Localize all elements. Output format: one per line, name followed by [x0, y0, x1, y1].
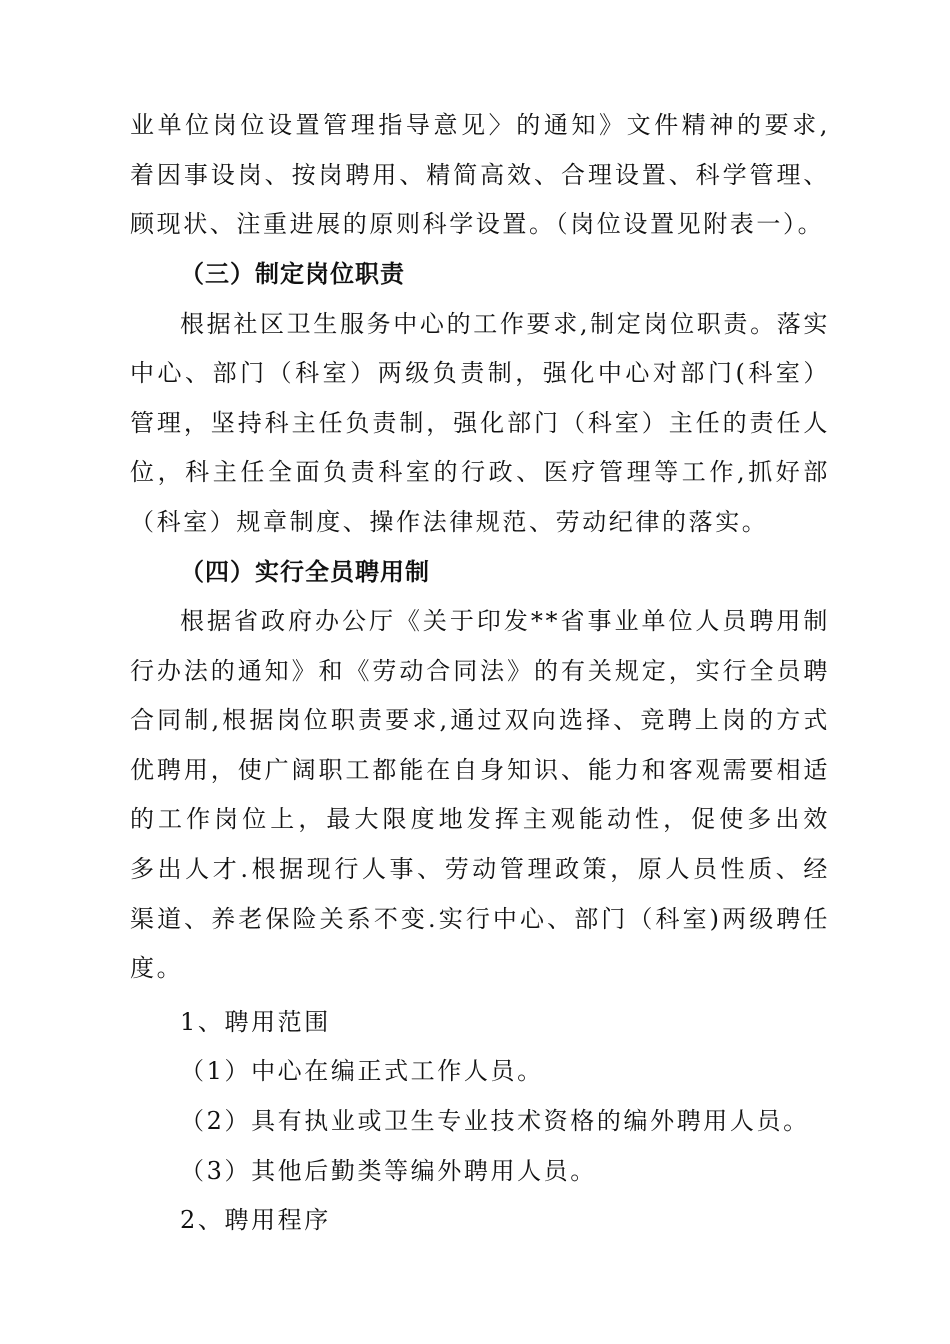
paragraph-line: 顾现状、注重进展的原则科学设置。（岗位设置见附表一）。 — [130, 210, 825, 238]
paragraph-line: 根据社区卫生服务中心的工作要求,制定岗位职责。落实 — [180, 310, 830, 338]
paragraph-line: 业单位岗位设置管理指导意见〉的通知》文件精神的要求, — [130, 111, 830, 139]
paragraph-line: 中心、部门（科室）两级负责制，强化中心对部门(科室） — [130, 359, 830, 387]
section-heading: （四）实行全员聘用制 — [180, 558, 430, 586]
paragraph-line: 度。 — [130, 954, 184, 982]
paragraph-line: 着因事设岗、按岗聘用、精简高效、合理设置、科学管理、 — [130, 161, 830, 189]
paragraph-line: （科室）规章制度、操作法律规范、劳动纪律的落实。 — [130, 508, 769, 536]
paragraph-line: 优聘用，使广阔职工都能在自身知识、能力和客观需要相适 — [130, 756, 830, 784]
list-item-title: 2、聘用程序 — [180, 1206, 331, 1234]
paragraph-line: 渠道、养老保险关系不变.实行中心、部门（科室)两级聘任 — [130, 905, 830, 933]
paragraph-line: 根据省政府办公厅《关于印发**省事业单位人员聘用制 — [180, 607, 830, 635]
list-item: （3）其他后勤类等编外聘用人员。 — [180, 1157, 597, 1185]
paragraph-line: 管理，坚持科主任负责制，强化部门（科室）主任的责任人 — [130, 409, 830, 437]
list-item: （1）中心在编正式工作人员。 — [180, 1057, 544, 1085]
paragraph-line: 位，科主任全面负责科室的行政、医疗管理等工作,抓好部 — [130, 458, 830, 486]
list-item: （2）具有执业或卫生专业技术资格的编外聘用人员。 — [180, 1107, 810, 1135]
paragraph-line: 行办法的通知》和《劳动合同法》的有关规定，实行全员聘 — [130, 657, 830, 685]
list-item-title: 1、聘用范围 — [180, 1008, 331, 1036]
paragraph-line: 多出人才.根据现行人事、劳动管理政策，原人员性质、经 — [130, 855, 830, 883]
section-heading: （三）制定岗位职责 — [180, 260, 405, 288]
paragraph-line: 合同制,根据岗位职责要求,通过双向选择、竞聘上岗的方式 — [130, 706, 830, 734]
paragraph-line: 的工作岗位上，最大限度地发挥主观能动性，促使多出效 — [130, 805, 830, 833]
